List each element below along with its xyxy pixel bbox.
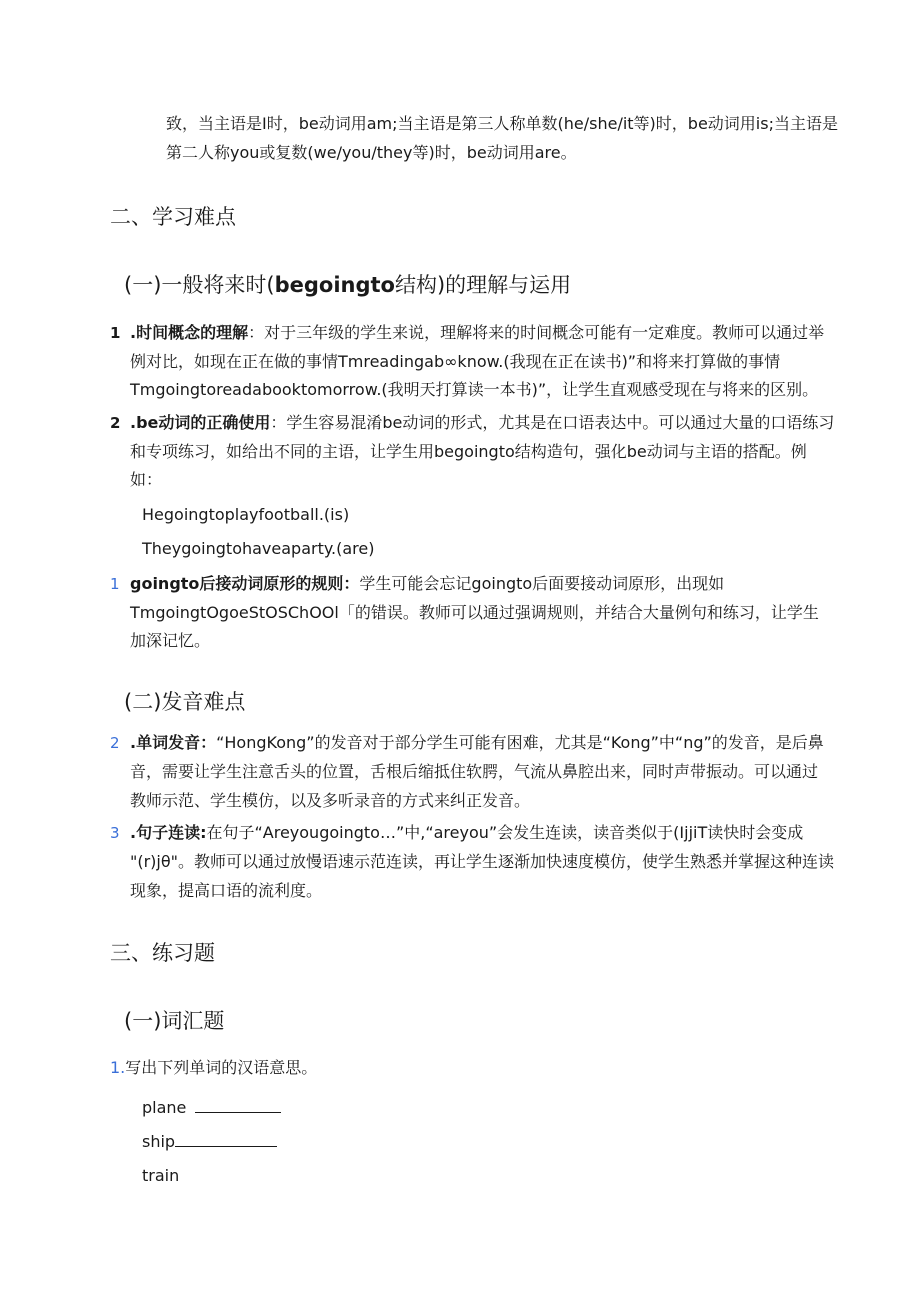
question-number: 1. (110, 1058, 126, 1077)
section-2-heading: 二、学习难点 (110, 205, 236, 229)
example-sentence: Theygoingtohaveaparty.(are) (142, 539, 375, 558)
item-number: 1 (110, 324, 121, 342)
vocab-item (142, 1166, 179, 1186)
subsection-3-1-heading: (一)词汇题 (124, 1009, 225, 1033)
vocab-word: plane (142, 1098, 187, 1117)
item-number: 2 (110, 414, 121, 432)
item-number: 1 (110, 575, 120, 593)
item-text: ：对于三年级的学生来说，理解将来的时间概念可能有一定难度。教师可以通过举 (248, 323, 825, 342)
item-label: .时间概念的理解 (130, 323, 249, 342)
item-line (130, 413, 834, 433)
item-text: 在句子“Areyougoingto…”中,“areyou”会发生连读，读音类似于(IjjiT读快时会变成 (206, 823, 804, 842)
item-line: TmgoingtOgoeStOSChOOl「的错误。教师可以通过强调规则，并结合大量例句和练习，让学生 (130, 603, 819, 622)
vocab-word: train (142, 1166, 180, 1185)
item-line: 和专项练习，如给出不同的主语，让学生用begoingto结构造句，强化be动词与主语的搭配。例 (130, 442, 807, 461)
subsection-2-1-heading-post: 结构)的理解与运用 (394, 273, 572, 297)
item-text: ：学生容易混淆be动词的形式，尤其是在口语表达中。可以通过大量的口语练习 (270, 413, 835, 432)
item-line: 例对比，如现在正在做的事情Tmreadingab∞know.(我现在正在读书)”和将来打算做的事情 (130, 352, 781, 371)
intro-line-1: 致，当主语是I时，be动词用am;当主语是第三人称单数(he/she/it等)时，be动词用is;当主语是 (166, 114, 838, 133)
item-label: .be动词的正确使用 (130, 413, 271, 432)
item-line: Tmgoingtoreadabooktomorrow.(我明天打算读一本书)”，让学生直观感受现在与将来的区别。 (130, 380, 819, 399)
item-line: "(r)jθ"。教师可以通过放慢语速示范连读，再让学生逐渐加快速度模仿，使学生熟悉并掌握这种连读 (130, 852, 835, 871)
item-number: 2 (110, 734, 120, 752)
answer-blank[interactable] (175, 1132, 277, 1147)
answer-blank[interactable] (195, 1098, 281, 1113)
item-line (130, 823, 803, 843)
item-line: 音，需要让学生注意舌头的位置，舌根后缩抵住软腭，气流从鼻腔出来，同时声带振动。可以通过 (130, 762, 819, 781)
subsection-2-1-heading-bold: begoingto (274, 273, 395, 297)
item-line: 教师示范、学生模仿，以及多听录音的方式来纠正发音。 (130, 791, 531, 810)
section-3-heading: 三、练习题 (110, 941, 215, 965)
item-label: .单词发音： (130, 733, 217, 752)
item-text: 学生可能会忘记goingto后面要接动词原形，出现如 (359, 574, 725, 593)
subsection-2-1-heading (124, 272, 571, 298)
item-text: “HongKong”的发音对于部分学生可能有困难，尤其是“Kong”中“ng”的发音，是后鼻 (216, 733, 824, 752)
item-line: 现象，提高口语的流利度。 (130, 881, 323, 900)
item-line (130, 323, 824, 343)
item-label: .句子连读: (130, 823, 207, 842)
item-label: goingto后接动词原形的规则： (130, 574, 360, 593)
vocab-word: ship (142, 1132, 176, 1151)
vocab-item (142, 1132, 277, 1152)
item-line (130, 733, 824, 753)
question-text: 写出下列单词的汉语意思。 (125, 1058, 318, 1077)
item-line: 如： (130, 470, 163, 489)
intro-line-2: 第二人称you或复数(we/you/they等)时，be动词用are。 (166, 143, 577, 162)
subsection-2-2-heading: (二)发音难点 (124, 690, 246, 714)
question (110, 1058, 317, 1078)
item-line: 加深记忆。 (130, 631, 211, 650)
item-line (130, 574, 724, 594)
item-number: 3 (110, 824, 120, 842)
vocab-item (142, 1098, 281, 1118)
subsection-2-1-heading-pre: (一)一般将来时( (124, 273, 275, 297)
example-sentence: Hegoingtoplayfootball.(is) (142, 505, 350, 524)
